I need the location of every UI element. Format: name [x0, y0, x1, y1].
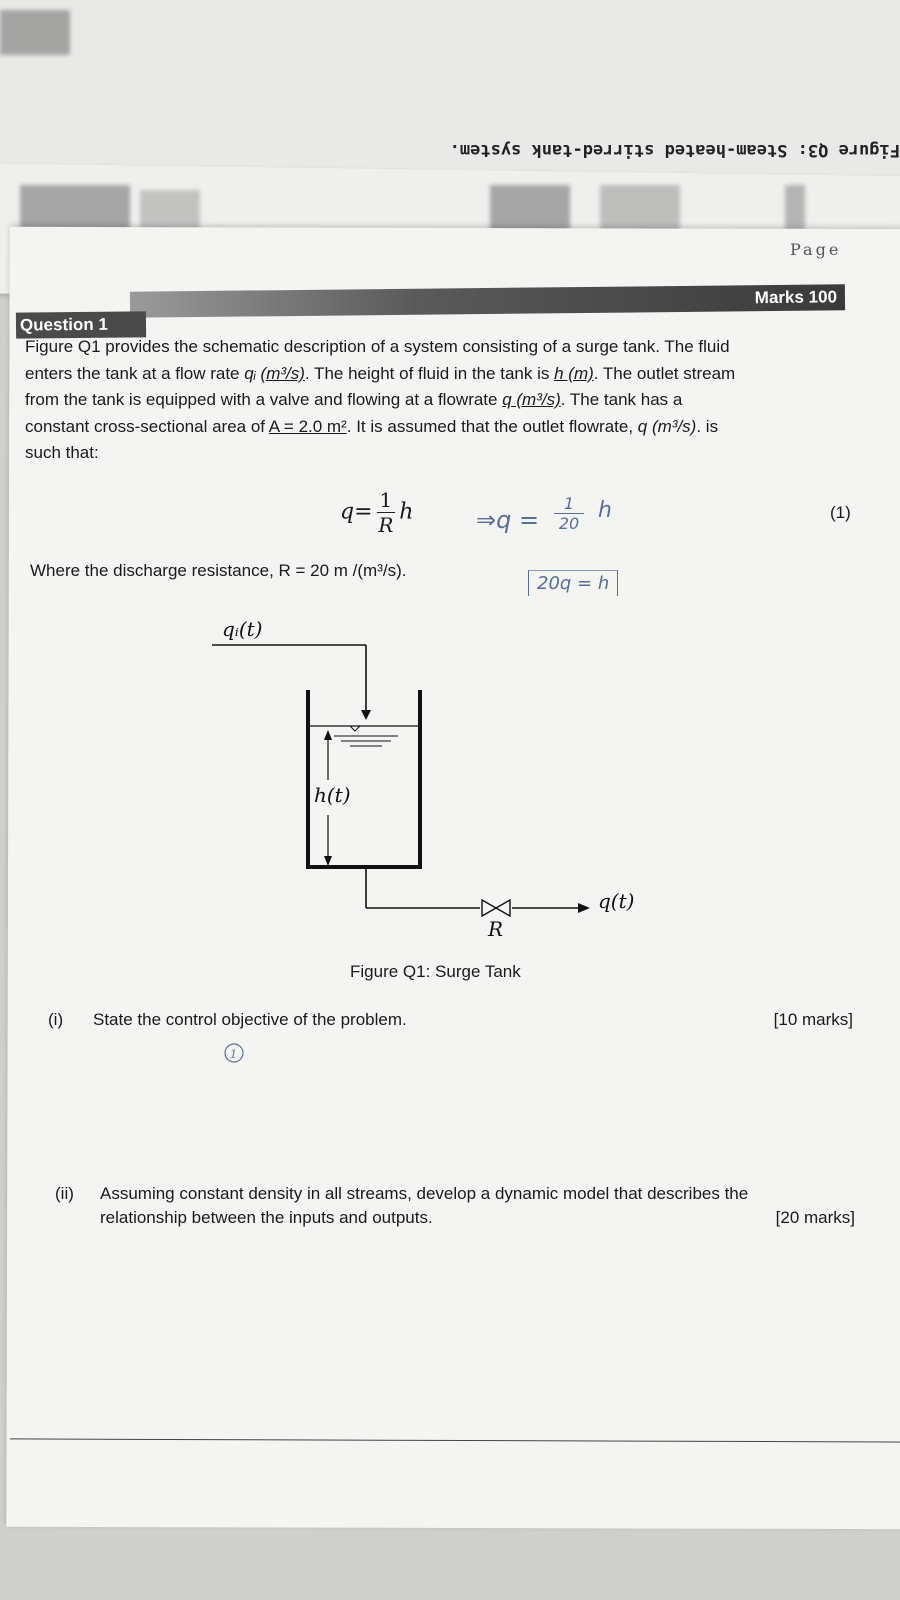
part-number: (i) [48, 1010, 64, 1029]
resistance-definition: Where the discharge resistance, R = 20 m /(m³/s). [30, 561, 407, 580]
part-marks: [10 marks] [773, 1010, 853, 1029]
part-text: Assuming constant density in all streams, develop a dynamic model that describes the [100, 1184, 749, 1203]
handwritten-note: h [598, 498, 612, 523]
equation-1: q= $\frac{1}{R}$ h [340, 488, 414, 537]
handwritten-circle-number: 1 [230, 1048, 237, 1061]
height-label: h(t) [314, 783, 351, 807]
marks-total: Marks 100 [754, 287, 838, 308]
inlet-flow-label: qᵢ(t) [222, 617, 263, 641]
part-ii [55, 1182, 855, 1230]
intro-line: Figure Q1 provides the schematic description of a system consisting of a surge tank. The fluid [25, 337, 730, 356]
blurred-text-smudge [785, 185, 805, 230]
intro-line: such that: [25, 443, 99, 462]
page-label: Page [790, 240, 842, 259]
part-number: (ii) [55, 1184, 74, 1203]
handwritten-boxed-note: 20q = h [528, 570, 618, 596]
part-i [48, 1010, 853, 1030]
intro-line: constant cross-sectional area of A = 2.0 m². It is assumed that the outlet flowrate, q (m³/s). is [25, 416, 719, 436]
figure-caption: Figure Q1: Surge Tank [350, 962, 521, 981]
part-text: State the control objective of the problem. [93, 1010, 407, 1029]
equation-number: (1) [830, 503, 851, 522]
question-intro-paragraph [25, 334, 855, 467]
intro-line: from the tank is equipped with a valve and flowing at a flowrate q (m³/s). The tank has a [25, 390, 683, 409]
intro-line: enters the tank at a flow rate qᵢ (m³/s). The height of fluid in the tank is h (m). The outlet stream [25, 363, 736, 383]
outlet-flow-label: q(t) [598, 889, 635, 913]
handwritten-note: ⇒q = [476, 506, 540, 534]
upside-down-figure-caption: Figure Q3: Steam-heated stirred-tank system. [449, 140, 900, 160]
part-marks: [20 marks] [775, 1208, 855, 1227]
handwritten-note: 1 20 [554, 494, 584, 533]
question-title: Question 1 [19, 314, 108, 335]
blurred-text-smudge [0, 10, 70, 55]
valve-resistance-label: R [488, 917, 504, 941]
part-text: relationship between the inputs and outputs. [100, 1208, 433, 1227]
